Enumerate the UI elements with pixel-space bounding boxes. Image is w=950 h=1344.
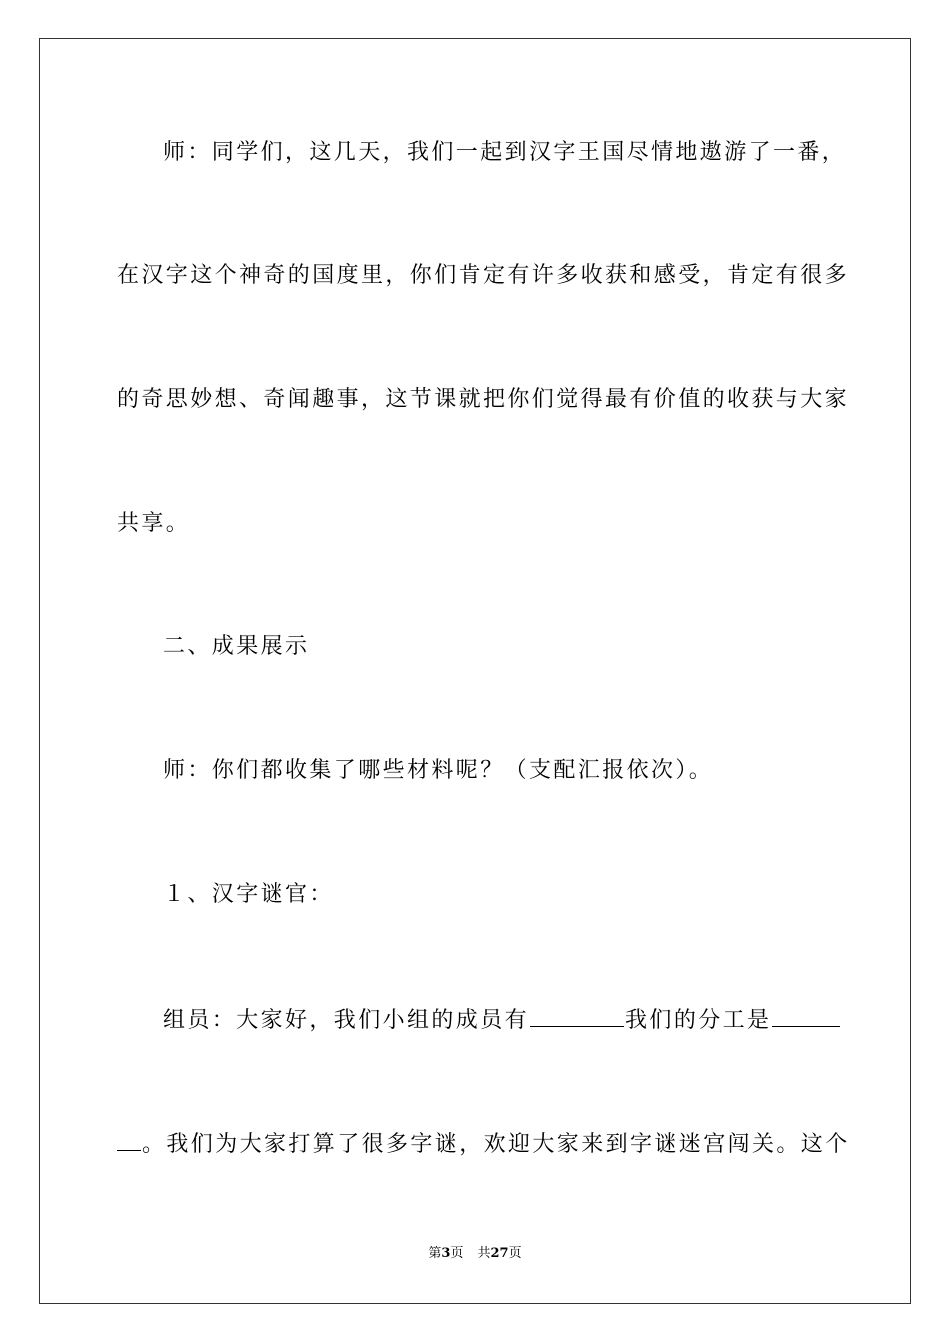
item-heading: １、汉字谜官： bbox=[163, 882, 334, 907]
page-border bbox=[39, 38, 911, 1304]
fill-in-blank bbox=[530, 1004, 624, 1027]
text-segment: 我们的分工是 bbox=[625, 1008, 772, 1033]
fill-in-blank bbox=[117, 1128, 141, 1151]
paragraph-line bbox=[163, 1004, 841, 1036]
section-heading: 二、成果展示 bbox=[163, 634, 310, 659]
paragraph-line: 师：你们都收集了哪些材料呢？（支配汇报依次）。 bbox=[163, 758, 714, 783]
text-segment: 。我们为大家打算了很多字谜，欢迎大家来到字谜迷宫闯关。这个 bbox=[142, 1132, 850, 1157]
footer-text: 页 bbox=[508, 1246, 522, 1261]
fill-in-blank bbox=[772, 1004, 840, 1027]
footer-text: 共 bbox=[477, 1246, 491, 1261]
text-segment: 组员：大家好，我们小组的成员有 bbox=[163, 1008, 530, 1033]
paragraph-line: 在汉字这个神奇的国度里，你们肯定有许多收获和感受，肯定有很多 bbox=[117, 263, 850, 288]
paragraph-line: 师：同学们，这几天，我们一起到汉字王国尽情地遨游了一番， bbox=[163, 140, 847, 165]
current-page-number: 3 bbox=[441, 1246, 451, 1261]
paragraph-line: 的奇思妙想、奇闻趣事，这节课就把你们觉得最有价值的收获与大家 bbox=[117, 387, 850, 412]
paragraph-line bbox=[117, 1128, 850, 1160]
paragraph-line: 共享。 bbox=[117, 511, 191, 536]
footer-text: 第 bbox=[428, 1246, 442, 1261]
footer-text: 页 bbox=[450, 1246, 464, 1261]
page-footer bbox=[0, 1246, 950, 1262]
total-page-number: 27 bbox=[490, 1246, 509, 1261]
